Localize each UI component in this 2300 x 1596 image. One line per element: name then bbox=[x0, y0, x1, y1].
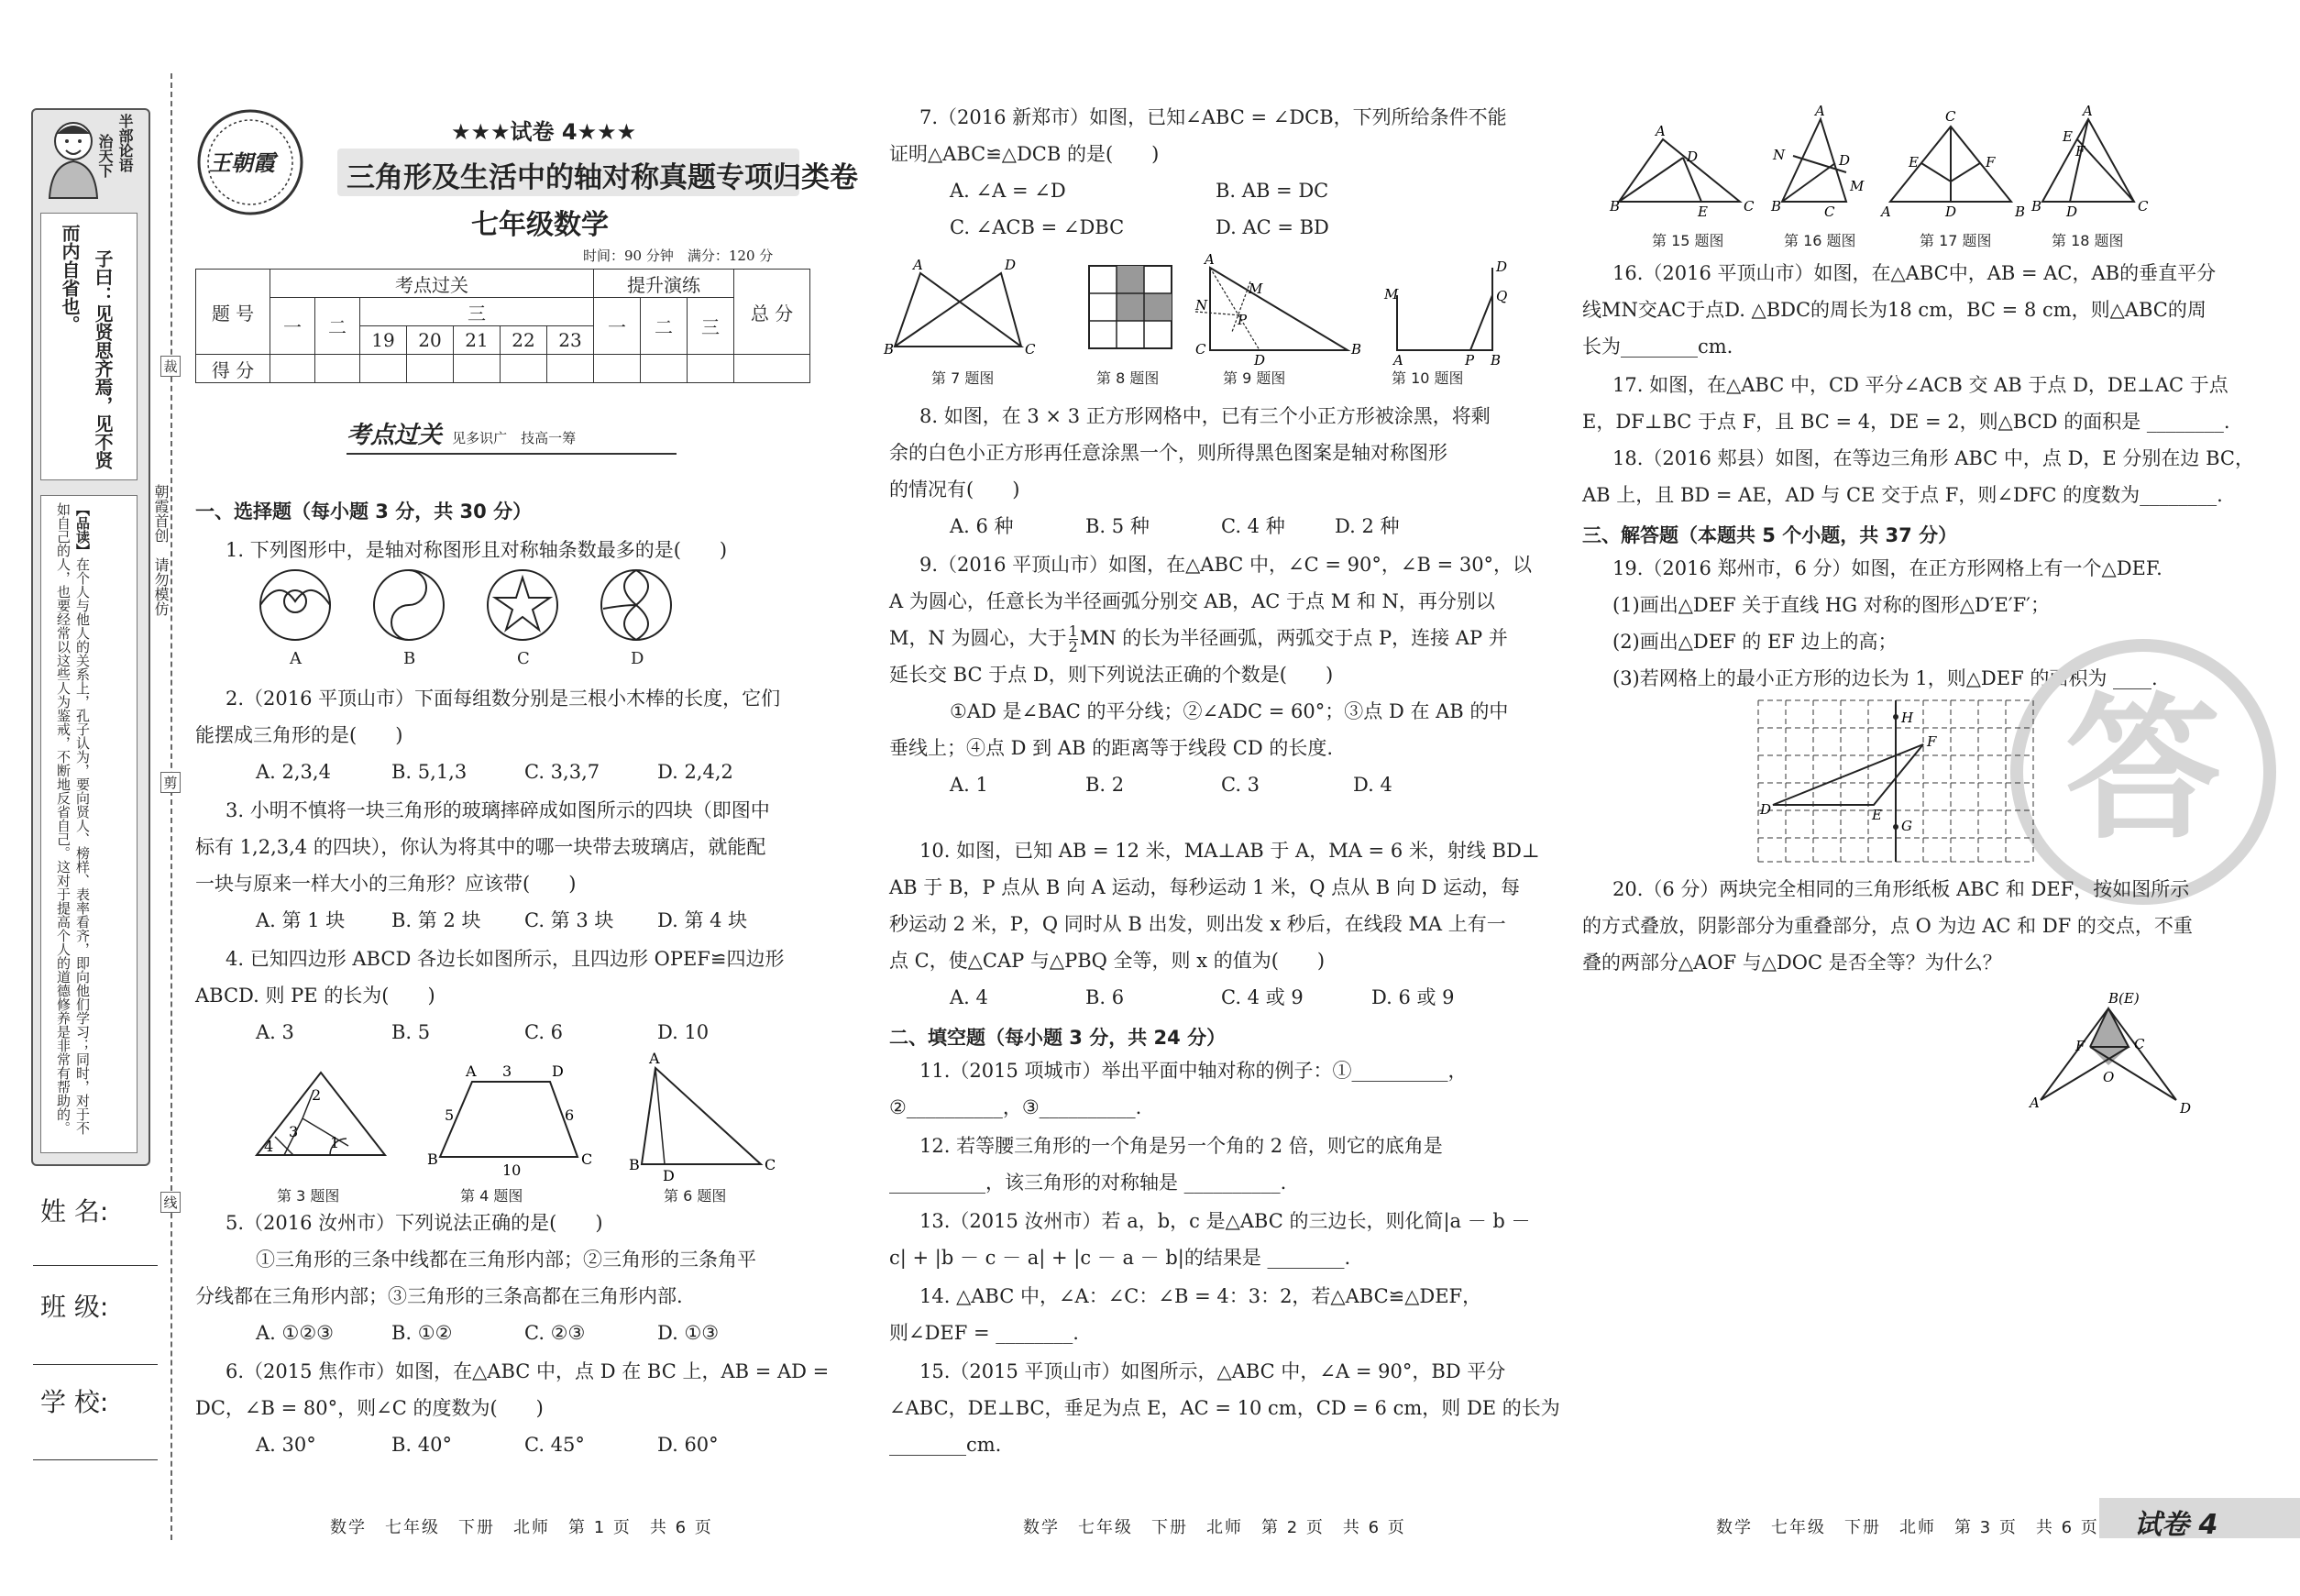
question-16 bbox=[1582, 255, 2216, 365]
score-cell[interactable] bbox=[270, 355, 315, 383]
q5-line-1: 5.（2016 汝州市）下列说法正确的是( ) bbox=[226, 1212, 603, 1234]
figure-q8 bbox=[1089, 266, 1172, 348]
svg-text:D: D bbox=[1005, 257, 1017, 273]
pindu-body: 在个人与他人的关系上，孔子认为，要向贤人、榜样、表率看齐，即向他们学习；同时，对于不如自己的人，也要经常以这些人为鉴戒，不断地反省自己。这对于提高个人的道德修养是非常有帮助的。 bbox=[55, 502, 91, 1135]
q1-figures bbox=[257, 568, 678, 669]
q3-option-b[interactable]: B. 第 2 块 bbox=[391, 909, 481, 931]
quote-cont: 而内自省也。 bbox=[59, 224, 81, 334]
caption-q15: 第 15 题图 bbox=[1652, 232, 1724, 249]
q20-line-3: 叠的两部分△AOF 与△DOC 是否全等？为什么？ bbox=[1582, 952, 2002, 974]
caption-q7: 第 7 题图 bbox=[931, 369, 995, 387]
score-cell[interactable] bbox=[734, 355, 810, 383]
q1-figure-c bbox=[488, 570, 557, 640]
svg-text:D: D bbox=[1687, 149, 1699, 165]
figure-q15 bbox=[1609, 123, 1755, 220]
figures-row-1 bbox=[248, 1050, 779, 1201]
q15-line-2: ∠ABC，DE⊥BC，垂足为点 E，AC = 10 cm，CD = 6 cm，则 DE 的长为 bbox=[889, 1397, 1560, 1419]
q1-label-a: A bbox=[290, 649, 302, 668]
q15-line-1: 15.（2015 平顶山市）如图所示，△ABC 中，∠A = 90°，BD 平分 bbox=[919, 1360, 1506, 1382]
score-cell[interactable] bbox=[407, 355, 454, 383]
class-label: 班 级: bbox=[40, 1292, 109, 1322]
question-12 bbox=[889, 1128, 1443, 1201]
q19-line-2: (1)画出△DEF 关于直线 HG 对称的图形△D′E′F′； bbox=[1612, 594, 2050, 616]
figure-q9 bbox=[1194, 251, 1361, 369]
q19-line-1: 19.（2016 郑州市，6 分）如图，在正方形网格上有一个△DEF. bbox=[1612, 557, 2162, 579]
motto-6: 天 bbox=[96, 149, 114, 163]
q11-line-1: 11.（2015 项城市）举出平面中轴对称的例子：①__________， bbox=[919, 1060, 1468, 1082]
td-defen: 得 分 bbox=[196, 355, 270, 383]
q2-option-b[interactable]: B. 5,1,3 bbox=[391, 761, 468, 783]
q2-option-d[interactable]: D. 2,4,2 bbox=[657, 761, 733, 783]
q18-line-1: 18.（2016 郏县）如图，在等边三角形 ABC 中，点 D，E 分别在边 BC， bbox=[1612, 447, 2255, 469]
section-banner bbox=[347, 416, 677, 455]
svg-text:Q: Q bbox=[1496, 288, 1508, 304]
svg-text:A: A bbox=[1815, 103, 1825, 119]
footer-page-3: 数学 七年级 下册 北师 第 3 页 共 6 页 bbox=[1716, 1518, 2099, 1537]
fraction-half: $\frac{1}{2}$ bbox=[1068, 622, 1078, 655]
q17-line-2: E，DF⊥BC 于点 F，且 BC = 4，DE = 2，则△BCD 的面积是 ________. bbox=[1582, 411, 2230, 433]
caption-q16: 第 16 题图 bbox=[1784, 232, 1856, 249]
svg-text:P: P bbox=[1238, 312, 1248, 328]
svg-text:H: H bbox=[1901, 710, 1914, 726]
question-3 bbox=[195, 792, 770, 939]
footer-page-2: 数学 七年级 下册 北师 第 2 页 共 6 页 bbox=[1023, 1518, 1406, 1537]
q9-line-4: 延长交 BC 于点 D，则下列说法正确的个数是( ) bbox=[889, 664, 1334, 686]
question-14 bbox=[889, 1278, 1481, 1351]
svg-text:D: D bbox=[1945, 204, 1957, 220]
q3-option-c[interactable]: C. 第 3 块 bbox=[524, 909, 614, 931]
q1-label-d: D bbox=[631, 649, 644, 668]
th-group1: 考点过关 bbox=[270, 270, 594, 298]
q8-option-a[interactable]: A. 6 种 bbox=[950, 515, 1014, 537]
q10-option-a[interactable]: A. 4 bbox=[950, 986, 988, 1008]
svg-text:F: F bbox=[1927, 733, 1937, 750]
caption-q9: 第 9 题图 bbox=[1223, 369, 1286, 387]
svg-text:B: B bbox=[1771, 198, 1782, 215]
svg-text:A: A bbox=[649, 1050, 660, 1067]
motto-4: 语 bbox=[116, 158, 134, 172]
q5-line-3: 分线都在三角形内部；③三角形的三条高都在三角形内部. bbox=[195, 1285, 683, 1307]
q3-option-a[interactable]: A. 第 1 块 bbox=[256, 909, 346, 931]
q16-line-2: 线MN交AC于点D. △BDC的周长为18 cm，BC = 8 cm，则△ABC的周 bbox=[1582, 299, 2206, 321]
figure-q19-grid bbox=[1753, 697, 2039, 865]
class-field[interactable] bbox=[33, 1364, 158, 1365]
figure-q3 bbox=[257, 1073, 385, 1155]
q9-line-3 bbox=[889, 620, 1532, 656]
svg-text:D: D bbox=[1254, 352, 1266, 369]
q7-option-a[interactable]: A. ∠A = ∠D bbox=[950, 180, 1066, 202]
school-field[interactable] bbox=[33, 1459, 158, 1460]
time-info: 时间：90 分钟 满分：120 分 bbox=[583, 248, 774, 264]
q9-line-5: ①AD 是∠BAC 的平分线；②∠ADC = 60°；③点 D 在 AB 的中 bbox=[950, 700, 1509, 722]
q13-line-2: c| + |b － c － a| + |c － a － b|的结果是 ________. bbox=[889, 1247, 1351, 1269]
q2-line-1: 2.（2016 平顶山市）下面每组数分别是三根小木棒的长度，它们 bbox=[226, 688, 781, 710]
question-2 bbox=[195, 680, 780, 790]
banner-sub: 见多识广 技高一筹 bbox=[452, 430, 577, 446]
q4-option-c[interactable]: C. 6 bbox=[524, 1021, 564, 1043]
figure-q16 bbox=[1770, 103, 1865, 220]
svg-text:M: M bbox=[1850, 178, 1865, 194]
caption-q8: 第 8 题图 bbox=[1096, 369, 1160, 387]
figure-q20 bbox=[2030, 990, 2195, 1118]
q1-text: 1. 下列图形中，是轴对称图形且对称轴条数最多的是( ) bbox=[226, 539, 728, 561]
q19-line-4: (3)若网格上的最小正方形的边长为 1，则△DEF 的面积为 ____. bbox=[1612, 667, 2158, 689]
q8-line-1: 8. 如图，在 3 × 3 正方形网格中，已有三个小正方形被涂黑，将剩 bbox=[919, 405, 1491, 427]
caption-q4: 第 4 题图 bbox=[460, 1187, 523, 1205]
score-cell[interactable] bbox=[688, 355, 734, 383]
motto-2: 部 bbox=[116, 128, 134, 143]
q9-line-1: 9.（2016 平顶山市）如图，在△ABC 中，∠C = 90°，∠B = 30°，以 bbox=[919, 554, 1533, 576]
q5-option-b[interactable]: B. ①② bbox=[391, 1322, 453, 1344]
q10-line-1: 10. 如图，已知 AB = 12 米，MA⊥AB 于 A，MA = 6 米，射线 BD⊥ bbox=[919, 840, 1540, 862]
cut-mark-3: 线 bbox=[160, 1192, 181, 1213]
svg-text:B: B bbox=[2031, 198, 2042, 215]
q6-option-d[interactable]: D. 60° bbox=[657, 1434, 719, 1456]
svg-text:B: B bbox=[1491, 352, 1502, 369]
q1-figure-a bbox=[260, 570, 330, 640]
figure-q10 bbox=[1383, 259, 1507, 369]
q10-line-2: AB 于 B，P 点从 B 向 A 运动，每秒运动 1 米，Q 点从 B 向 D 运动，每 bbox=[889, 876, 1521, 898]
th-a1: 一 bbox=[270, 298, 315, 355]
motto bbox=[117, 114, 132, 205]
figure-q4 bbox=[427, 1062, 592, 1179]
svg-text:1: 1 bbox=[330, 1134, 340, 1151]
q4-option-b[interactable]: B. 5 bbox=[391, 1021, 431, 1043]
q9-line-6: 垂线上；④点 D 到 AB 的距离等于线段 CD 的长度. bbox=[889, 737, 1334, 759]
score-cell[interactable] bbox=[315, 355, 360, 383]
th-san: 三 bbox=[360, 298, 594, 326]
caption-q10: 第 10 题图 bbox=[1392, 369, 1464, 387]
q8-line-2: 余的白色小正方形再任意涂黑一个，则所得黑色图案是轴对称图形 bbox=[889, 442, 1447, 464]
svg-text:3: 3 bbox=[502, 1062, 512, 1080]
cut-line bbox=[171, 73, 172, 1540]
q12-line-2: __________，该三角形的对称轴是 __________. bbox=[889, 1172, 1287, 1194]
subject-title: 七年级数学 bbox=[471, 209, 609, 241]
svg-text:6: 6 bbox=[565, 1106, 575, 1124]
svg-text:C: C bbox=[1025, 341, 1036, 358]
q8-option-d[interactable]: D. 2 种 bbox=[1335, 515, 1400, 537]
motto-7: 下 bbox=[96, 163, 114, 178]
q5-line-2: ①三角形的三条中线都在三角形内部；②三角形的三条角平 bbox=[256, 1249, 756, 1271]
th-total: 总 分 bbox=[734, 270, 810, 355]
svg-text:C: C bbox=[581, 1150, 593, 1168]
q7-line-2: 证明△ABC≌△DCB 的是( ) bbox=[889, 143, 1160, 165]
q20-label-f: F bbox=[2075, 1038, 2085, 1054]
svg-text:G: G bbox=[1901, 818, 1912, 834]
cut-mark-2: 剪 bbox=[160, 772, 181, 793]
q20-line-2: 的方式叠放，阴影部分为重叠部分，点 O 为边 AC 和 DF 的交点，不重 bbox=[1582, 915, 2193, 937]
question-9 bbox=[889, 546, 1532, 803]
motto-3: 论 bbox=[116, 143, 134, 158]
svg-text:B: B bbox=[427, 1150, 438, 1168]
question-20 bbox=[1582, 871, 2193, 981]
q4-option-a[interactable]: A. 3 bbox=[256, 1021, 294, 1043]
figure-q18 bbox=[2030, 103, 2149, 220]
q5-option-a[interactable]: A. ①②③ bbox=[256, 1322, 334, 1344]
q20-label-top: B(E) bbox=[2108, 990, 2140, 1007]
th-21: 21 bbox=[454, 326, 501, 355]
q1-figure-b bbox=[374, 570, 444, 640]
q16-line-1: 16.（2016 平顶山市）如图，在△ABC中，AB = AC，AB的垂直平分 bbox=[1612, 262, 2217, 284]
question-8 bbox=[889, 398, 1491, 545]
svg-text:B: B bbox=[629, 1156, 640, 1173]
q9-option-b[interactable]: B. 2 bbox=[1085, 774, 1125, 796]
score-table bbox=[195, 269, 810, 383]
svg-text:A: A bbox=[2083, 103, 2093, 119]
th-b3: 三 bbox=[688, 298, 734, 355]
section-1-heading: 一、选择题（每小题 3 分，共 30 分） bbox=[195, 501, 533, 523]
svg-text:B: B bbox=[884, 341, 895, 358]
figure-q7 bbox=[883, 257, 1036, 358]
banner-title: 考点过关 bbox=[347, 422, 443, 449]
q14-line-2: 则∠DEF = ________. bbox=[889, 1322, 1079, 1344]
q8-option-b[interactable]: B. 5 种 bbox=[1085, 515, 1150, 537]
svg-text:D: D bbox=[2066, 204, 2078, 220]
q12-line-1: 12. 若等腰三角形的一个角是另一个角的 2 倍，则它的底角是 bbox=[919, 1135, 1443, 1157]
q19-line-3: (2)画出△DEF 的 EF 边上的高； bbox=[1612, 631, 1898, 653]
q11-line-2: ②__________，③__________. bbox=[889, 1096, 1142, 1118]
svg-text:4: 4 bbox=[264, 1138, 274, 1155]
q20-label-o: O bbox=[2103, 1069, 2115, 1085]
svg-text:A: A bbox=[1656, 123, 1666, 139]
section-2-heading: 二、填空题（每小题 3 分，共 24 分） bbox=[889, 1027, 1227, 1049]
name-label: 姓 名: bbox=[40, 1196, 109, 1227]
svg-text:B: B bbox=[2015, 204, 2026, 220]
exam-title: 三角形及生活中的轴对称真题专项归类卷 bbox=[347, 161, 858, 194]
svg-text:N: N bbox=[1773, 147, 1786, 163]
q8-option-c[interactable]: C. 4 种 bbox=[1221, 515, 1285, 537]
q10-option-b[interactable]: B. 6 bbox=[1085, 986, 1125, 1008]
question-17 bbox=[1582, 367, 2230, 440]
svg-text:5: 5 bbox=[445, 1106, 455, 1124]
score-cell[interactable] bbox=[454, 355, 501, 383]
q3-line-1: 3. 小明不慎将一块三角形的玻璃摔碎成如图所示的四块（即图中 bbox=[226, 799, 770, 821]
q9-line-3b: MN 的长为半径画弧，两弧交于点 P，连接 AP 并 bbox=[1079, 627, 1508, 649]
q6-option-b[interactable]: B. 40° bbox=[391, 1434, 453, 1456]
svg-text:C: C bbox=[1195, 341, 1206, 358]
svg-text:M: M bbox=[1249, 281, 1263, 297]
svg-text:C: C bbox=[1744, 198, 1755, 215]
q2-option-a[interactable]: A. 2,3,4 bbox=[256, 761, 331, 783]
q9-line-3a: M，N 为圆心，大于 bbox=[889, 627, 1067, 649]
paper-number: ★★★试卷 4★★★ bbox=[451, 119, 637, 145]
q5-option-c[interactable]: C. ②③ bbox=[524, 1322, 586, 1344]
q5-option-d[interactable]: D. ①③ bbox=[657, 1322, 720, 1344]
q8-line-3: 的情况有( ) bbox=[889, 479, 1020, 501]
th-a2: 二 bbox=[315, 298, 360, 355]
quote-main: 子曰：见贤思齐焉，见不贤 bbox=[92, 249, 114, 469]
svg-text:D: D bbox=[1839, 152, 1851, 169]
score-cell[interactable] bbox=[594, 355, 641, 383]
q6-option-c[interactable]: C. 45° bbox=[524, 1434, 585, 1456]
q3-option-d[interactable]: D. 第 4 块 bbox=[657, 909, 748, 931]
watermark-seal bbox=[2006, 634, 2281, 909]
q6-option-a[interactable]: A. 30° bbox=[256, 1434, 316, 1456]
q4-line-2: ABCD. 则 PE 的长为( ) bbox=[195, 985, 435, 1007]
pindu-label: 【品读】 bbox=[74, 502, 91, 557]
footer-page-1: 数学 七年级 下册 北师 第 1 页 共 6 页 bbox=[330, 1518, 713, 1537]
question-5 bbox=[195, 1205, 756, 1351]
question-18 bbox=[1582, 440, 2254, 513]
svg-text:E: E bbox=[1872, 807, 1882, 823]
svg-text:A: A bbox=[1205, 251, 1215, 268]
th-b1: 一 bbox=[594, 298, 641, 355]
svg-text:C: C bbox=[1945, 108, 1956, 125]
figures-row-2 bbox=[884, 251, 1516, 378]
q10-option-d[interactable]: D. 6 或 9 bbox=[1371, 986, 1455, 1008]
svg-text:D: D bbox=[1496, 259, 1508, 275]
svg-text:B: B bbox=[1351, 341, 1362, 358]
svg-text:E: E bbox=[1909, 154, 1919, 171]
motto-5: 治 bbox=[96, 134, 114, 149]
q14-line-1: 14. △ABC 中，∠A：∠C：∠B = 4：3：2，若△ABC≌△DEF， bbox=[919, 1285, 1482, 1307]
q17-line-1: 17. 如图，在△ABC 中，CD 平分∠ACB 交 AB 于点 D，DE⊥AC 于点 bbox=[1612, 374, 2228, 396]
q6-line-2: DC，∠B = 80°，则∠C 的度数为( ) bbox=[195, 1397, 544, 1419]
th-group2: 提升演练 bbox=[594, 270, 734, 298]
school-label: 学 校: bbox=[40, 1387, 109, 1417]
q4-line-1: 4. 已知四边形 ABCD 各边长如图所示，且四边形 OPEF≌四边形 bbox=[226, 948, 785, 970]
score-cell[interactable] bbox=[547, 355, 594, 383]
brand-vertical: 朝霞首创 请勿模仿 bbox=[152, 484, 170, 616]
figure-q17 bbox=[1879, 108, 2025, 220]
question-13 bbox=[889, 1203, 1531, 1276]
svg-text:C: C bbox=[765, 1156, 776, 1173]
question-6 bbox=[195, 1353, 829, 1463]
q20-label-c: C bbox=[2134, 1036, 2145, 1052]
svg-text:B: B bbox=[1610, 198, 1621, 215]
svg-text:D: D bbox=[1760, 801, 1772, 818]
svg-text:P: P bbox=[1465, 352, 1475, 369]
svg-text:D: D bbox=[663, 1167, 675, 1184]
svg-text:A: A bbox=[1393, 352, 1403, 369]
q2-line-2: 能摆成三角形的是( ) bbox=[195, 724, 403, 746]
caption-q3: 第 3 题图 bbox=[277, 1187, 340, 1205]
th-19: 19 bbox=[360, 326, 407, 355]
svg-text:A: A bbox=[466, 1062, 477, 1080]
question-7 bbox=[889, 99, 1507, 246]
question-11 bbox=[889, 1052, 1468, 1126]
q4-option-d[interactable]: D. 10 bbox=[657, 1021, 710, 1043]
score-cell[interactable] bbox=[360, 355, 407, 383]
score-cell[interactable] bbox=[641, 355, 688, 383]
q9-line-2: A 为圆心，任意长为半径画弧分别交 AB，AC 于点 M 和 N，再分别以 bbox=[889, 590, 1495, 612]
svg-text:A: A bbox=[1881, 204, 1891, 220]
q10-line-4: 点 C，使△CAP 与△PBQ 全等，则 x 的值为( ) bbox=[889, 950, 1326, 972]
svg-text:10: 10 bbox=[502, 1161, 522, 1179]
q13-line-1: 13.（2015 汝州市）若 a，b，c 是△ABC 的三边长，则化简|a － b － bbox=[919, 1210, 1531, 1232]
q7-option-d[interactable]: D. AC = BD bbox=[1216, 216, 1329, 238]
section-3-heading: 三、解答题（本题共 5 个小题，共 37 分） bbox=[1582, 524, 1958, 546]
score-cell[interactable] bbox=[501, 355, 547, 383]
q20-line-1: 20.（6 分）两块完全相同的三角形纸板 ABC 和 DEF，按如图所示 bbox=[1612, 878, 2190, 900]
figure-q6 bbox=[629, 1050, 776, 1184]
svg-text:C: C bbox=[1824, 204, 1835, 220]
q20-label-a: A bbox=[2030, 1095, 2040, 1111]
th-tihao: 题 号 bbox=[196, 270, 270, 355]
motto-1: 半 bbox=[116, 114, 134, 128]
q7-option-c[interactable]: C. ∠ACB = ∠DBC bbox=[950, 216, 1125, 238]
corner-tag: 试卷 4 bbox=[2134, 1509, 2218, 1541]
q3-line-3: 一块与原来一样大小的三角形？应该带( ) bbox=[195, 873, 577, 895]
caption-q17: 第 17 题图 bbox=[1920, 232, 1992, 249]
q20-label-d: D bbox=[2180, 1100, 2192, 1117]
q6-line-1: 6.（2015 焦作市）如图，在△ABC 中，点 D 在 BC 上，AB = AD = bbox=[226, 1360, 830, 1382]
svg-text:M: M bbox=[1384, 286, 1399, 303]
svg-text:E: E bbox=[1698, 204, 1708, 220]
svg-text:3: 3 bbox=[289, 1123, 299, 1140]
q9-option-a[interactable]: A. 1 bbox=[950, 774, 988, 796]
th-b2: 二 bbox=[641, 298, 688, 355]
caption-q18: 第 18 题图 bbox=[2052, 232, 2124, 249]
q2-option-c[interactable]: C. 3,3,7 bbox=[524, 761, 600, 783]
figures-row-3 bbox=[1610, 103, 2160, 227]
svg-text:D: D bbox=[552, 1062, 564, 1080]
question-15 bbox=[889, 1353, 1560, 1463]
q7-line-1: 7.（2016 新郑市）如图，已知∠ABC = ∠DCB，下列所给条件不能 bbox=[919, 106, 1507, 128]
svg-text:A: A bbox=[913, 257, 923, 273]
th-23: 23 bbox=[547, 326, 594, 355]
pindu-text bbox=[53, 502, 92, 1144]
svg-text:2: 2 bbox=[312, 1086, 322, 1104]
q9-option-c[interactable]: C. 3 bbox=[1221, 774, 1260, 796]
th-22: 22 bbox=[501, 326, 547, 355]
q16-line-3: 长为________cm. bbox=[1582, 336, 1733, 358]
q1-label-c: C bbox=[517, 649, 530, 668]
logo-text: 王朝霞 bbox=[209, 149, 275, 176]
question-10 bbox=[889, 832, 1540, 1016]
q1-label-b: B bbox=[403, 649, 416, 668]
quote-box bbox=[40, 213, 138, 480]
q15-line-3: ________cm. bbox=[889, 1434, 1002, 1456]
q9-option-d[interactable]: D. 4 bbox=[1353, 774, 1392, 796]
th-20: 20 bbox=[407, 326, 454, 355]
motto-b bbox=[97, 134, 112, 207]
q10-line-3: 秒运动 2 米，P，Q 同时从 B 出发，则出发 x 秒后，在线段 MA 上有一 bbox=[889, 913, 1506, 935]
svg-text:E: E bbox=[2063, 128, 2073, 145]
svg-text:C: C bbox=[2138, 198, 2149, 215]
question-4 bbox=[195, 941, 784, 1051]
caption-q6: 第 6 题图 bbox=[664, 1187, 727, 1205]
q18-line-2: AB 上，且 BD = AE，AD 与 CE 交于点 F，则∠DFC 的度数为________. bbox=[1582, 484, 2223, 506]
question-1 bbox=[226, 532, 727, 568]
q1-figure-d bbox=[601, 570, 671, 640]
q10-option-c[interactable]: C. 4 或 9 bbox=[1221, 986, 1304, 1008]
name-field[interactable] bbox=[33, 1265, 158, 1266]
svg-text:F: F bbox=[1986, 154, 1996, 171]
svg-text:F: F bbox=[2075, 143, 2085, 160]
svg-text:N: N bbox=[1195, 297, 1208, 314]
cut-mark-1: 裁 bbox=[160, 356, 181, 377]
q3-line-2: 标有 1,2,3,4 的四块），你认为将其中的哪一块带去玻璃店，就能配 bbox=[195, 836, 766, 858]
watermark-text: 答 bbox=[2064, 679, 2222, 861]
q7-option-b[interactable]: B. AB = DC bbox=[1216, 180, 1329, 202]
